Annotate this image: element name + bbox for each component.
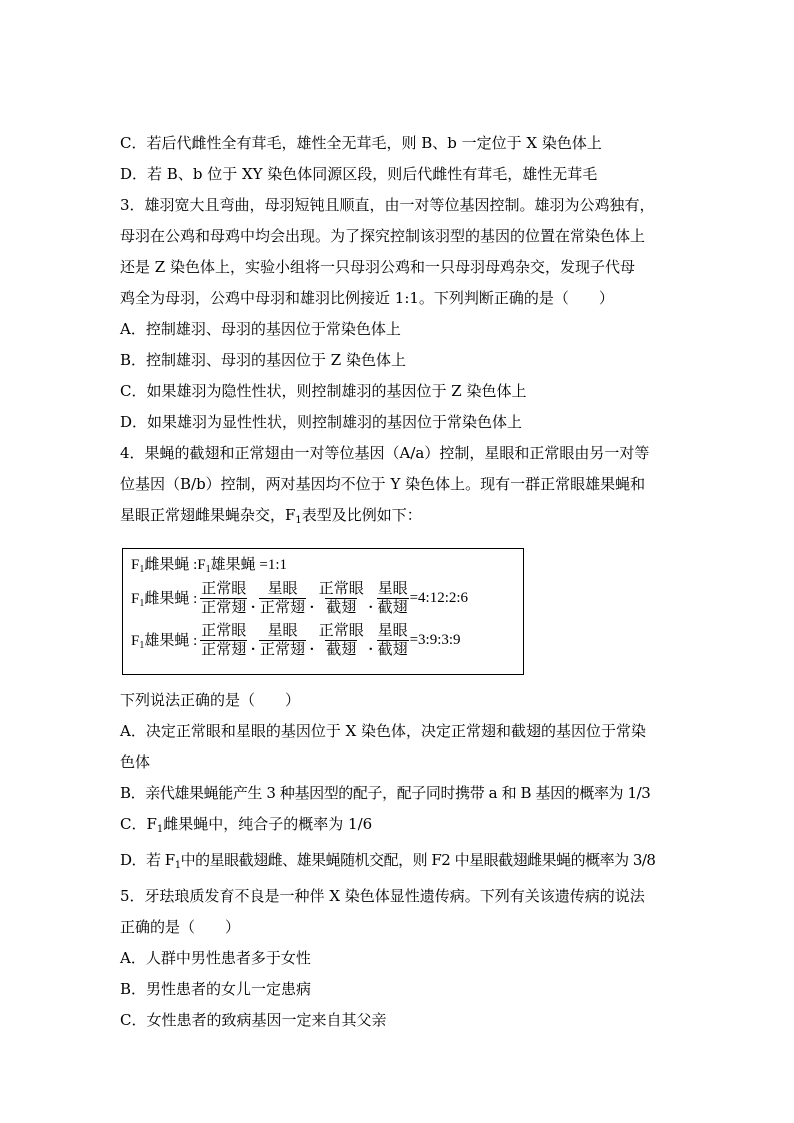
q3-option-a: A．控制雄羽、母羽的基因位于常染色体上 (120, 320, 401, 338)
fraction: $\frac{\text{星眼}}{\text{截翅}}$ (377, 622, 408, 658)
fraction: $\frac{\text{正常眼}}{\text{正常翅}}$ (201, 580, 247, 616)
fraction: $\frac{\text{星眼}}{\text{截翅}}$ (377, 580, 408, 616)
q4-option-a-line1: A．决定正常眼和星眼的基因位于 X 染色体，决定正常翅和截翅的基因位于常染 (120, 722, 647, 740)
fraction: $\frac{\text{正常眼}}{\text{截翅}}$ (318, 580, 364, 616)
q3-option-d: D．如果雄羽为显性性状，则控制雄羽的基因位于常染色体上 (120, 413, 523, 431)
q4-stem-line3: 星眼正常翅雌果蝇杂交，$F_1$表型及比例如下： (120, 506, 422, 526)
phenotype-ratio-box (122, 548, 524, 675)
q5-option-a: A．人群中男性患者多于女性 (120, 949, 311, 967)
q3-stem-line3: 还是 Z 染色体上，实验小组将一只母羽公鸡和一只母羽母鸡杂交，发现子代母 (120, 258, 635, 276)
q5-option-c: C．女性患者的致病基因一定来自其父亲 (120, 1011, 387, 1029)
q3-stem-line4: 鸡全为母羽，公鸡中母羽和雄羽比例接近 1:1。下列判断正确的是（ ） (120, 289, 614, 307)
fraction: $\frac{\text{正常眼}}{\text{正常翅}}$ (201, 622, 247, 658)
q3-stem-line1: 3．雄羽宽大且弯曲，母羽短钝且顺直，由一对等位基因控制。雄羽为公鸡独有， (120, 196, 655, 214)
sex-ratio-row: $F_1$雌果蝇 $:F_1$雄果蝇 =1:1 (131, 557, 287, 575)
q4-option-b: B．亲代雄果蝇能产生 3 种基因型的配子，配子同时携带 a 和 B 基因的概率为 1/3 (120, 784, 651, 802)
q5-stem-line1: 5．牙珐琅质发育不良是一种伴 X 染色体显性遗传病。下列有关该遗传病的说法 (120, 887, 645, 905)
fraction: $\frac{\text{星眼}}{\text{正常翅}}$ (260, 622, 306, 658)
q3-stem-line2: 母羽在公鸡和母鸡中均会出现。为了探究控制该羽型的基因的位置在常染色体上 (120, 227, 646, 245)
male-ratio-row: $F_1$雄果蝇 : $\frac{\text{正常眼}}{\text{正常翅}}$ . $\frac{\text{星眼}}{\text{正常翅}}$ . $\frac{\text{正常眼}}{\text{截翅}}$ . $\frac{\text{星眼}}{\text{截翅}}$ =3:9:3:9 (131, 622, 461, 658)
q4-stem-line1: 4．果蝇的截翅和正常翅由一对等位基因（A/a）控制，星眼和正常眼由另一对等 (120, 444, 650, 462)
document-page (120, 128, 680, 1036)
fraction: $\frac{\text{正常眼}}{\text{截翅}}$ (318, 622, 364, 658)
q4-stem-line2: 位基因（B/b）控制，两对基因均不位于 Y 染色体上。现有一群正常眼雄果蝇和 (120, 475, 646, 493)
q4-option-d: D．若 $F_1$中的星眼截翅雌、雄果蝇随机交配，则 F2 中星眼截翅雌果蝇的概率为 3/8 (120, 851, 656, 871)
q4-option-c: C．$F_1$雌果蝇中，纯合子的概率为 1/6 (120, 815, 373, 835)
q3-option-c: C．如果雄羽为隐性性状，则控制雄羽的基因位于 Z 染色体上 (120, 382, 527, 400)
q4-option-a-line2: 色体 (120, 753, 151, 771)
q5-option-b: B．男性患者的女儿一定患病 (120, 980, 312, 998)
fraction: $\frac{\text{星眼}}{\text{正常翅}}$ (260, 580, 306, 616)
female-ratio-row: $F_1$雌果蝇 : $\frac{\text{正常眼}}{\text{正常翅}}$ . $\frac{\text{星眼}}{\text{正常翅}}$ . $\frac{\text{正常眼}}{\text{截翅}}$ . $\frac{\text{星眼}}{\text{截翅}}$ =4:12:2:6 (131, 580, 469, 616)
q4-prompt: 下列说法正确的是（ ） (120, 691, 301, 709)
q5-stem-line2: 正确的是（ ） (120, 918, 241, 936)
q2-option-c: C．若后代雌性全有茸毛，雄性全无茸毛，则 B、b 一定位于 X 染色体上 (120, 134, 602, 152)
q2-option-d: D．若 B、b 位于 XY 染色体同源区段，则后代雌性有茸毛，雄性无茸毛 (120, 165, 598, 183)
q3-option-b: B．控制雄羽、母羽的基因位于 Z 染色体上 (120, 351, 406, 369)
